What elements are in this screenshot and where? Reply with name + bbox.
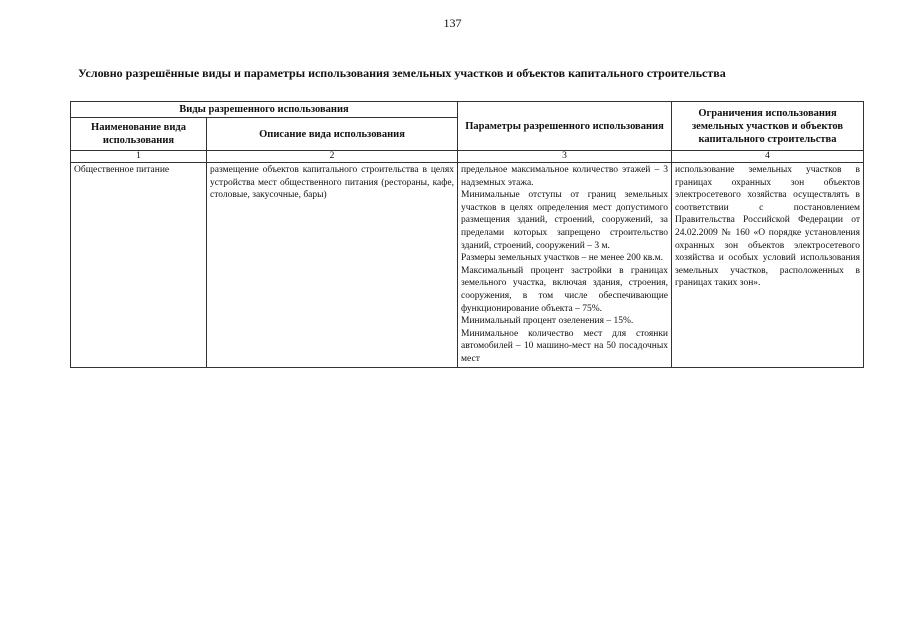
table-row [71,163,864,368]
document-title: Условно разрешённые виды и параметры использования земельных участков и объектов капитального строительства [78,66,726,80]
column-number: 1 [71,151,207,163]
parameters-cell [458,163,672,368]
header-parameters: Параметры разрешенного использования [458,102,672,151]
column-number: 3 [458,151,672,163]
parameter-item: предельное максимальное количество этажей – 3 надземных этажа. [461,165,669,188]
parameter-item: Минимальный процент озеленения – 15%. [461,316,634,327]
restrictions-cell: использование земельных участков в границах охранных зон объектов электросетевого хозяйства осуществлять в соответствии с постановлением Правительства Российской Федерации от 24.02.2009 № 160 «О порядке установления охранных зон объектов электросетевого хозяйства и особых условий использования земельных участков, расположенных в границах таких зон». [672,163,864,368]
column-number: 2 [207,151,458,163]
parameter-item: Максимальный процент застройки в границах земельного участка, включая здания, строения, сооружения, в том числе обеспечивающие функционирование объекта – 75%. [461,265,669,314]
page-number: 137 [443,16,462,30]
parameter-item: Минимальное количество мест для стоянки автомобилей – 10 машино-мест на 50 посадочных мест [461,328,669,364]
header-usage-name: Наименование вида использования [71,118,207,151]
parameter-item: Размеры земельных участков – не менее 200 кв.м. [461,253,663,264]
header-usage-types: Виды разрешенного использования [71,102,458,118]
parameter-item: Минимальные отступы от границ земельных участков в целях определения мест допустимого размещения зданий, строений, сооружений, за пределами которых запрещено строительство зданий, строений, сооружений – 3 м. [461,190,669,251]
land-use-table [70,101,864,368]
header-restrictions: Ограничения использования земельных участков и объектов капитального строительства [672,102,864,151]
usage-name-cell: Общественное питание [71,163,207,368]
column-number: 4 [672,151,864,163]
usage-description-cell: размещение объектов капитального строительства в целях устройства мест общественного питания (рестораны, кафе, столовые, закусочные, бары) [207,163,458,368]
header-usage-description: Описание вида использования [207,118,458,151]
